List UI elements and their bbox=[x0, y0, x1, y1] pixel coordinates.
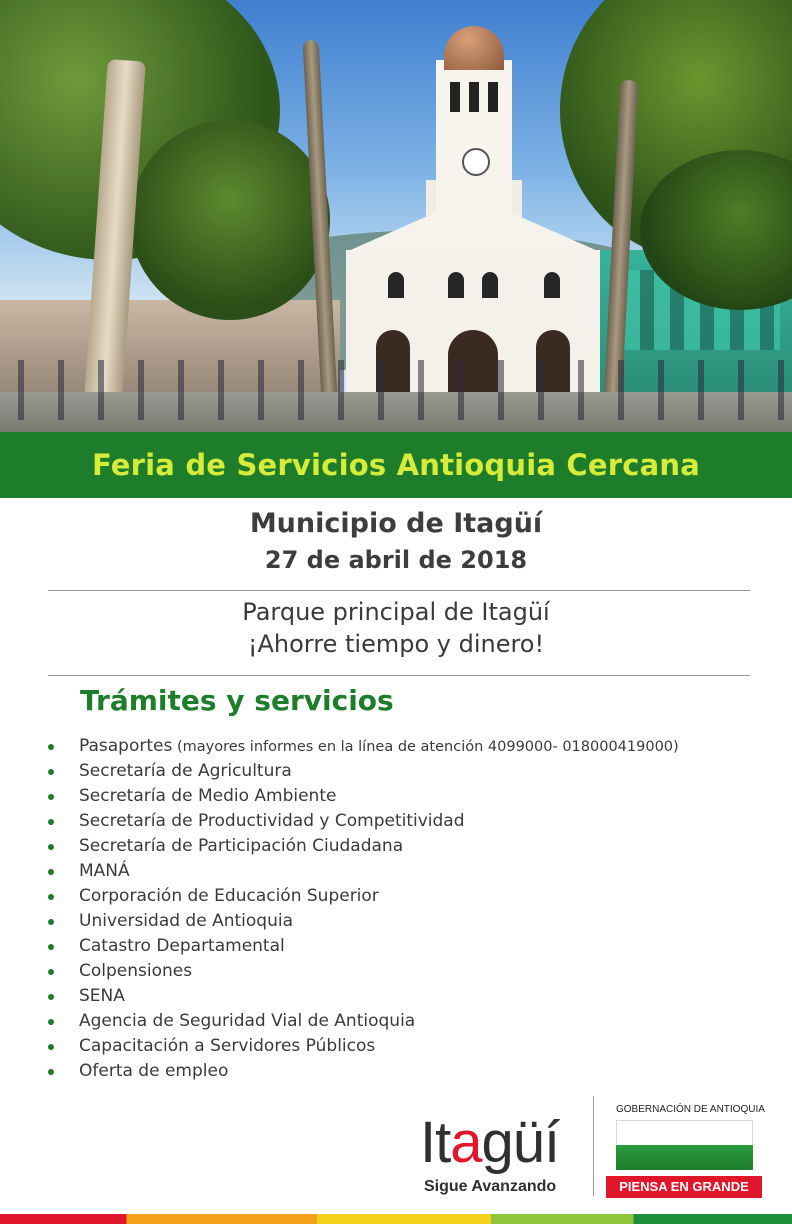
gobernacion-slogan: PIENSA EN GRANDE bbox=[606, 1176, 762, 1198]
event-date: 27 de abril de 2018 bbox=[264, 546, 528, 574]
church-window bbox=[448, 272, 464, 298]
service-label: Colpensiones bbox=[79, 961, 193, 981]
list-item bbox=[48, 759, 679, 784]
bullet-icon bbox=[48, 969, 54, 975]
list-item bbox=[48, 1034, 679, 1059]
service-label: Universidad de Antioquia bbox=[79, 911, 293, 931]
bullet-icon bbox=[48, 944, 54, 950]
service-label: Pasaportes bbox=[79, 736, 173, 756]
list-item bbox=[48, 984, 679, 1009]
service-label: Agencia de Seguridad Vial de Antioquia bbox=[79, 1011, 416, 1031]
divider bbox=[48, 590, 750, 591]
itagui-tagline: Sigue Avanzando bbox=[424, 1178, 557, 1195]
itagui-logo-text: a bbox=[450, 1110, 482, 1175]
tree-foliage bbox=[130, 120, 330, 320]
bullet-icon bbox=[48, 1044, 54, 1050]
service-label: Secretaría de Productividad y Competitividad bbox=[79, 811, 465, 831]
hero-photo-church-park bbox=[0, 0, 792, 432]
list-item bbox=[48, 734, 679, 759]
bullet-icon bbox=[48, 794, 54, 800]
bullet-icon bbox=[48, 894, 54, 900]
list-item bbox=[48, 959, 679, 984]
bullet-icon bbox=[48, 1069, 54, 1075]
list-item bbox=[48, 809, 679, 834]
service-label: MANÁ bbox=[79, 861, 130, 881]
page-title: Feria de Servicios Antioquia Cercana bbox=[91, 448, 701, 482]
itagui-logo-text: güí bbox=[481, 1110, 560, 1175]
list-item bbox=[48, 884, 679, 909]
church-window bbox=[544, 272, 560, 298]
itagui-logo-text: It bbox=[420, 1110, 451, 1175]
bullet-icon bbox=[48, 919, 54, 925]
list-item bbox=[48, 934, 679, 959]
event-slogan: ¡Ahorre tiempo y dinero! bbox=[247, 630, 545, 658]
list-item bbox=[48, 859, 679, 884]
municipality-heading: Municipio de Itagüí bbox=[249, 508, 543, 539]
clock-icon bbox=[462, 148, 490, 176]
event-place: Parque principal de Itagüí bbox=[242, 598, 550, 626]
divider bbox=[48, 675, 750, 676]
bullet-icon bbox=[48, 869, 54, 875]
bullet-icon bbox=[48, 994, 54, 1000]
service-label: Secretaría de Agricultura bbox=[79, 761, 292, 781]
bullet-icon bbox=[48, 819, 54, 825]
bullet-icon bbox=[48, 744, 54, 750]
church-pediment bbox=[346, 196, 600, 252]
bottom-color-stripe bbox=[0, 1214, 792, 1224]
bullet-icon bbox=[48, 769, 54, 775]
gobernacion-title: GOBERNACIÓN DE ANTIOQUIA bbox=[616, 1104, 765, 1115]
list-item bbox=[48, 909, 679, 934]
tower-window bbox=[469, 82, 479, 112]
list-item bbox=[48, 784, 679, 809]
itagui-logo bbox=[420, 1112, 559, 1174]
service-label: Secretaría de Participación Ciudadana bbox=[79, 836, 404, 856]
tower-window bbox=[450, 82, 460, 112]
antioquia-flag-icon bbox=[616, 1120, 753, 1170]
service-label: SENA bbox=[79, 986, 125, 1006]
flag-green-stripe bbox=[616, 1145, 753, 1170]
crowd bbox=[0, 360, 792, 420]
church-window bbox=[482, 272, 498, 298]
church-dome bbox=[444, 26, 504, 70]
list-item bbox=[48, 1059, 679, 1084]
bullet-icon bbox=[48, 1019, 54, 1025]
service-note: (mayores informes en la línea de atención 4099000- 018000419000) bbox=[172, 739, 679, 755]
logo-divider bbox=[593, 1096, 594, 1196]
service-label: Corporación de Educación Superior bbox=[79, 886, 379, 906]
services-list bbox=[48, 734, 679, 1084]
church-window bbox=[388, 272, 404, 298]
service-label: Catastro Departamental bbox=[79, 936, 285, 956]
service-label: Oferta de empleo bbox=[79, 1061, 229, 1081]
service-label: Secretaría de Medio Ambiente bbox=[79, 786, 337, 806]
service-label: Capacitación a Servidores Públicos bbox=[79, 1036, 376, 1056]
tower-window bbox=[488, 82, 498, 112]
flag-white-stripe bbox=[616, 1120, 753, 1145]
services-heading: Trámites y servicios bbox=[80, 684, 394, 717]
list-item bbox=[48, 1009, 679, 1034]
bullet-icon bbox=[48, 844, 54, 850]
list-item bbox=[48, 834, 679, 859]
